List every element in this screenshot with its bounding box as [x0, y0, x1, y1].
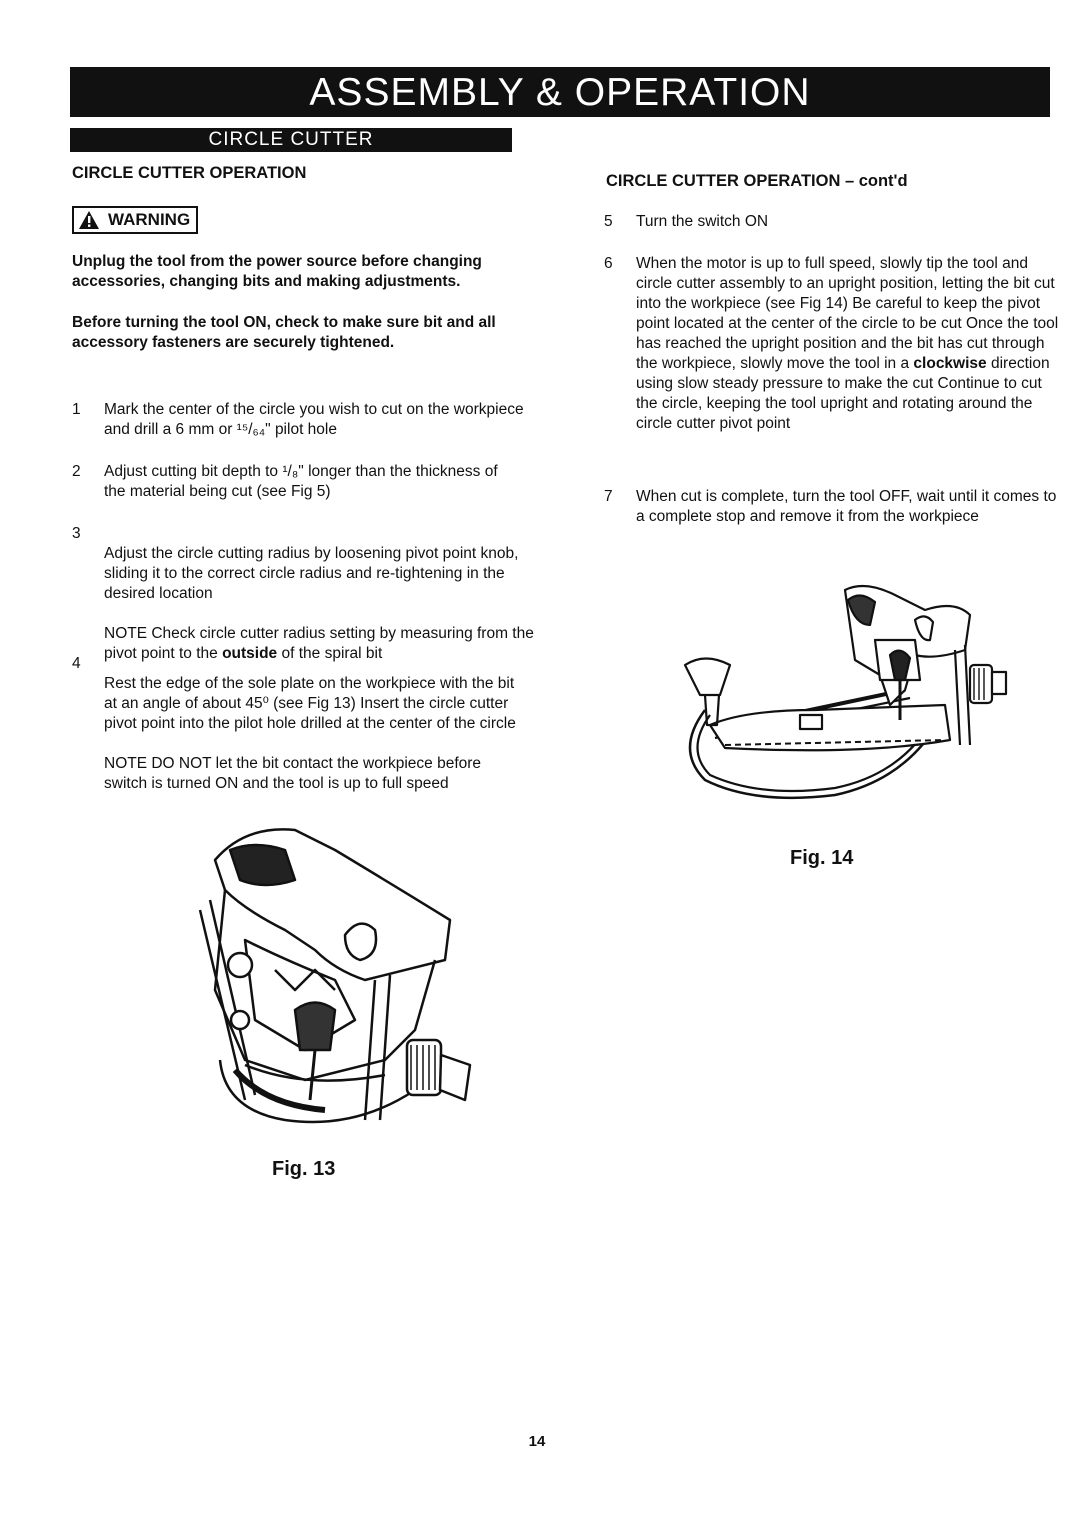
step-note-text-end: of the spiral bit — [277, 645, 383, 662]
step-text: Rest the edge of the sole plate on the workpiece with the bit at an angle of about 45⁰ (see Fig 13) Insert the circle cutter pivot point into the pilot hole drilled at the center of the circle — [104, 675, 516, 732]
fig-13-caption: Fig. 13 — [272, 1158, 336, 1180]
section-header — [70, 128, 512, 152]
step-number: 4 — [72, 655, 81, 672]
warning-text: Unplug the tool from the power source before changing accessories, changing bits and making adjustments. — [72, 253, 482, 290]
warning-label: WARNING — [108, 210, 191, 229]
page-title: ASSEMBLY & OPERATION — [309, 71, 811, 114]
step-number: 6 — [604, 255, 613, 272]
right-heading: CIRCLE CUTTER OPERATION – cont'd — [606, 172, 908, 190]
step-emphasis: clockwise — [913, 355, 987, 372]
step-text-end: direction using slow steady pressure to make the cut Continue to cut the circle, keeping the tool upright and rotating around the circle cutter pivot point — [636, 355, 1050, 432]
left-heading: CIRCLE CUTTER OPERATION — [72, 164, 307, 182]
step-number: 3 — [72, 525, 81, 542]
step-text: Turn the switch ON — [636, 213, 769, 230]
step-note-text: NOTE Check circle cutter radius setting by measuring from the pivot point to the — [104, 625, 534, 662]
step-note-emphasis: outside — [222, 645, 278, 662]
step-number: 5 — [604, 213, 613, 230]
step-text: Adjust the circle cutting radius by loosening pivot point knob, sliding it to the correct circle radius and re-tightening in the desired location — [104, 545, 519, 602]
page-number: 14 — [528, 1433, 546, 1450]
step-text: When the motor is up to full speed, slowly tip the tool and circle cutter assembly to an upright position, letting the bit cut into the workpiece (see Fig 14) Be careful to keep the pivot point located at the center of the circle to be cut Once the tool has reached the upright position and the bit has cut through the workpiece, slowly move the tool in a — [636, 255, 1059, 372]
step-number: 1 — [72, 401, 81, 418]
step-number: 2 — [72, 463, 81, 480]
step-text: Mark the center of the circle you wish to cut on the workpiece and drill a 6 mm or ¹⁵/₆₄" pilot hole — [104, 401, 524, 438]
fig-14-caption: Fig. 14 — [790, 847, 854, 869]
page-header — [70, 67, 1050, 117]
warning-triangle-icon — [78, 210, 100, 230]
step-text: Adjust cutting bit depth to ¹/₈" longer than the thickness of the material being cut (see Fig 5) — [104, 463, 498, 500]
step-text: When cut is complete, turn the tool OFF, wait until it comes to a complete stop and remove it from the workpiece — [636, 488, 1057, 525]
step-number: 7 — [604, 488, 613, 505]
section-title: CIRCLE CUTTER — [208, 129, 374, 150]
caution-text: Before turning the tool ON, check to make sure bit and all accessory fasteners are securely tightened. — [72, 314, 496, 351]
fig-14-router-illustration — [665, 580, 1025, 810]
warning-label-box — [72, 206, 198, 234]
fig-13-router-illustration — [185, 820, 485, 1140]
step-note: NOTE DO NOT let the bit contact the workpiece before switch is turned ON and the tool is up to full speed — [104, 755, 482, 792]
